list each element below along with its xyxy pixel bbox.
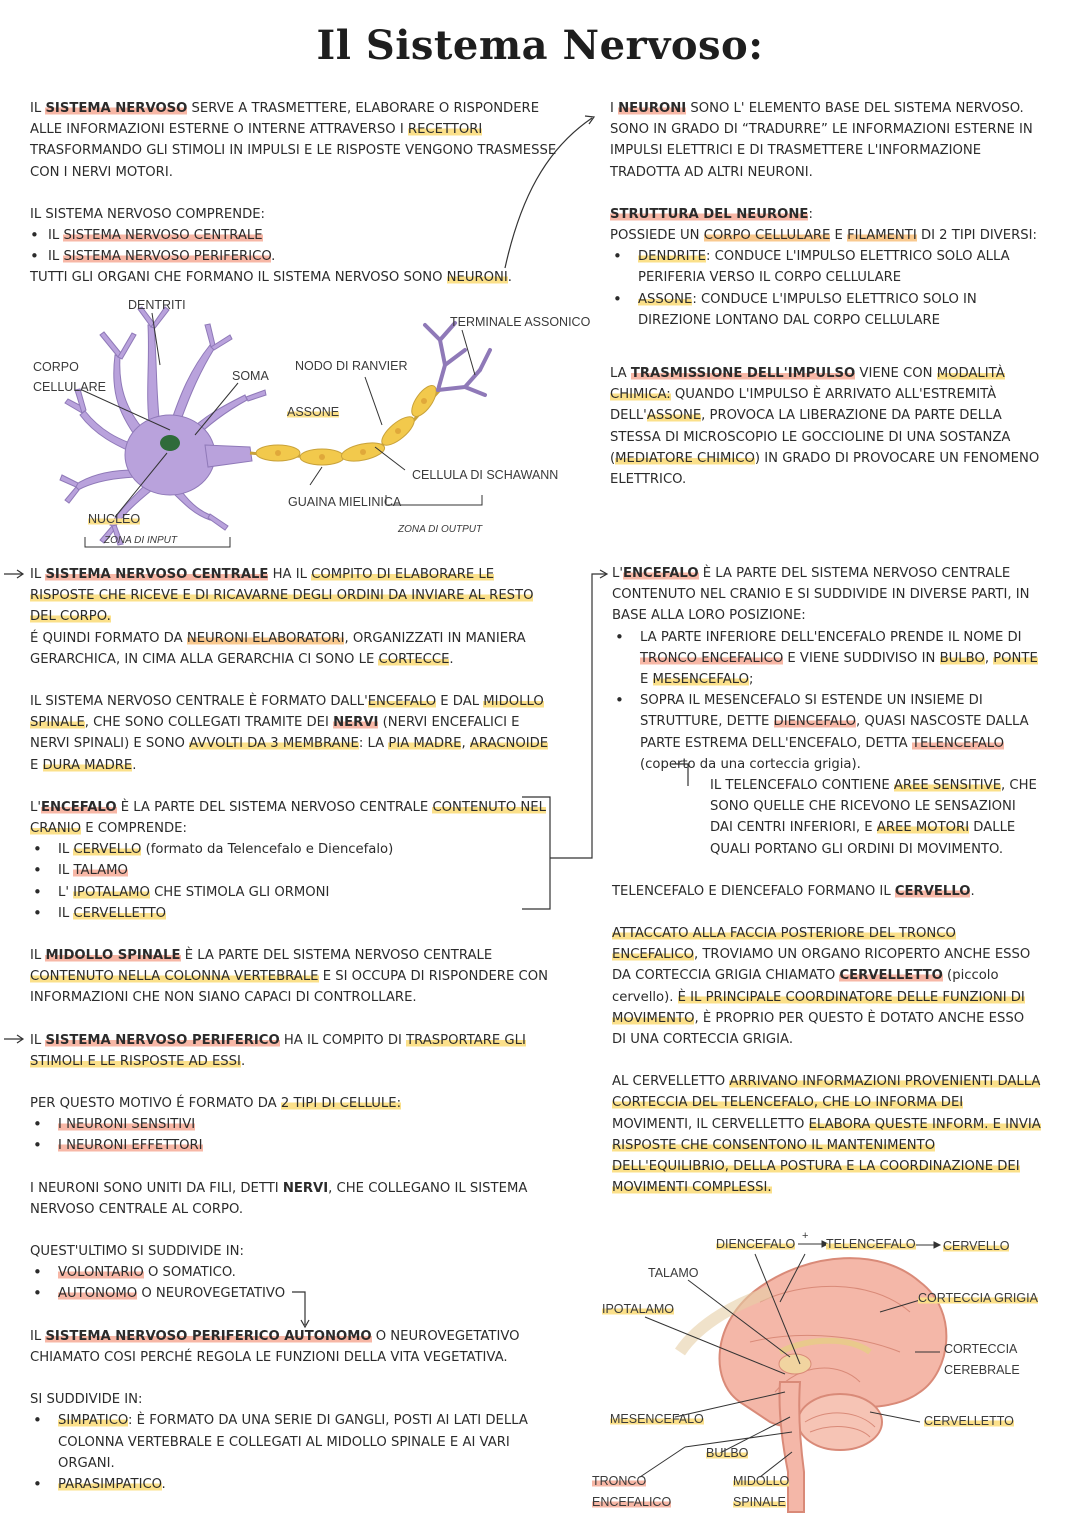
list-item: • IL CERVELLETTO: [30, 903, 560, 924]
telencefalo-paragraph: IL TELENCEFALO CONTIENE AREE SENSITIVE, CHE SONO QUELLE CHE RICEVONO LE SENSAZIONI DAI CENTRI INFERIORI, E AREE MOTORI DALLE QUALI PORTANO GLI ORDINI DI MOVIMENTO.: [710, 778, 1037, 857]
snc-paragraph-2: É QUINDI FORMATO DA NEURONI ELABORATORI, ORGANIZZATI IN MANIERA GERARCHICA, IN CIMA ALLA GERARCHIA CI SONO LE CORTECCE.: [30, 630, 526, 667]
struttura-paragraph: STRUTTURA DEL NEURONE:: [610, 206, 813, 222]
list-item: • DENDRITE: CONDUCE L'IMPULSO ELETTRICO SOLO ALLA PERIFERIA VERSO IL CORPO CELLULARE: [610, 246, 1050, 288]
label-talamo: TALAMO: [648, 1266, 699, 1280]
list-item: • ASSONE: CONDUCE L'IMPULSO ELETTRICO SOLO IN DIREZIONE LONTANO DAL CORPO CELLULARE: [610, 289, 1050, 331]
label-telencefalo: TELENCEFALO: [826, 1237, 916, 1251]
cervelletto-paragraph: ATTACCATO ALLA FACCIA POSTERIORE DEL TRONCO ENCEFALICO, TROVIAMO UN ORGANO RICOPERTO ANCHE ESSO DA CORTECCIA GRIGIA CHIAMATO CERVELLETTO (piccolo cervello). È IL PRINCIPALE COORDINATORE DELLE FUNZIONI DI MOVIMENTO, È PROPRIO PER QUESTO È DOTATO ANCHE ESSO DI UNA CORTECCIA GRIGIA.: [612, 926, 1031, 1048]
arrow-neuroni: [505, 118, 592, 268]
formato-paragraph: IL SISTEMA NERVOSO CENTRALE È FORMATO DALL'ENCEFALO E DAL MIDOLLO SPINALE, CHE SONO COLLEGATI TRAMITE DEI NERVI (NERVI ENCEFALICI E NERVI SPINALI) E SONO AVVOLTI DA 3 MEMBRANE: LA PIA MADRE, ARACNOIDE E DURA MADRE.: [30, 694, 549, 773]
neuroni-sentence: TUTTI GLI ORGANI CHE FORMANO IL SISTEMA NERVOSO SONO NEURONI.: [30, 270, 512, 286]
label-assone: ASSONE: [287, 405, 340, 419]
list-item: • IL SISTEMA NERVOSO PERIFERICO.: [30, 246, 570, 267]
label-plus: +: [802, 1230, 809, 1242]
label-corteccia-grigia: CORTECCIA GRIGIA: [918, 1291, 1038, 1305]
label-encefalico: ENCEFALICO: [592, 1495, 672, 1509]
intro-paragraph: IL SISTEMA NERVOSO SERVE A TRASMETTERE, ELABORARE O RISPONDERE ALLE INFORMAZIONI ESTERNE O INTERNE ATTRAVERSO I RECETTORI TRASFORMANDO GLI STIMOLI IN IMPULSI E LE RISPOSTE VENGONO TRASMESSE CON I NERVI MOTORI.: [30, 101, 557, 180]
label-diencefalo: DIENCEFALO: [716, 1237, 796, 1251]
cervello-paragraph: TELENCEFALO E DIENCEFALO FORMANO IL CERVELLO.: [612, 883, 975, 899]
autonomo-paragraph: IL SISTEMA NERVOSO PERIFERICO AUTONOMO O NEUROVEGETATIVO CHIAMATO COSI PERCHÉ REGOLA LE FUNZIONI DELLA VITA VEGETATIVA.: [30, 1328, 520, 1365]
label-corpo: CORPO: [33, 360, 79, 374]
list-item: • LA PARTE INFERIORE DELL'ENCEFALO PRENDE IL NOME DI TRONCO ENCEFALICO E VIENE SUDDIVISO IN BULBO, PONTE E MESENCEFALO;: [612, 627, 1042, 691]
label-output: ZONA DI OUTPUT: [398, 524, 483, 535]
label-midollo: MIDOLLO: [733, 1474, 790, 1488]
label-dendriti: DENTRITI: [128, 298, 186, 312]
list-item: • I NEURONI EFFETTORI: [30, 1135, 560, 1156]
list-item: • VOLONTARIO O SOMATICO.: [30, 1262, 560, 1283]
label-input: ZONA DI INPUT: [104, 535, 177, 546]
struttura-text: POSSIEDE UN CORPO CELLULARE E FILAMENTI DI 2 TIPI DIVERSI:: [610, 228, 1038, 244]
trasmissione-paragraph: LA TRASMISSIONE DELL'IMPULSO VIENE CON MODALITÀ CHIMICA: QUANDO L'IMPULSO È ARRIVATO ALL'ESTREMITÀ DELL'ASSONE, PROVOCA LA LIBERAZIONE DA PARTE DELLA STESSA DI MICROSCOPIO LE GOCCIOLINE DI UNA SOSTANZA (MEDIATORE CHIMICO) IN GRADO DI PROVOCARE UN FENOMENO ELETTRICO.: [610, 366, 1040, 488]
midollo-paragraph: IL MIDOLLO SPINALE È LA PARTE DEL SISTEMA NERVOSO CENTRALE CONTENUTO NELLA COLONNA VERTEBRALE E SI OCCUPA DI RISPONDERE CON INFORMAZIONI CHE NON SIANO CAPACI DI CONTROLLARE.: [30, 948, 548, 1006]
label-bulbo: BULBO: [706, 1446, 749, 1460]
neuroni-paragraph: I NEURONI SONO L' ELEMENTO BASE DEL SISTEMA NERVOSO. SONO IN GRADO DI “TRADURRE” LE INFORMAZIONI ESTERNE IN IMPULSI ELETTRICI E DI TRASMETTERE L'INFORMAZIONE TRADOTTA AD ALTRI NEURONI.: [610, 101, 1033, 180]
tipi-paragraph: PER QUESTO MOTIVO É FORMATO DA 2 TIPI DI CELLULE:: [30, 1096, 402, 1112]
encefalo2-paragraph: L'ENCEFALO È LA PARTE DEL SISTEMA NERVOSO CENTRALE CONTENUTO NEL CRANIO E SI SUDDIVIDE IN DIVERSE PARTI, IN BASE ALLA LORO POSIZIONE:: [612, 566, 1030, 624]
sisudd-heading: SI SUDDIVIDE IN:: [30, 1392, 143, 1408]
list-item: • I NEURONI SENSITIVI: [30, 1114, 560, 1135]
nervi-paragraph: I NEURONI SONO UNITI DA FILI, DETTI NERVI, CHE COLLEGANO IL SISTEMA NERVOSO CENTRALE AL CORPO.: [30, 1180, 528, 1217]
label-tronco: TRONCO: [592, 1474, 647, 1488]
list-item: • SIMPATICO: È FORMATO DA UNA SERIE DI GANGLI, POSTI AI LATI DELLA COLONNA VERTEBRALE E COLLEGATI AL MIDOLLO SPINALE E AI VARI ORGANI.: [30, 1410, 560, 1474]
snc-paragraph: IL SISTEMA NERVOSO CENTRALE HA IL COMPITO DI ELABORARE LE RISPOSTE CHE RICEVE E DI RICAVARNE DEGLI ORDINI DA INVIARE AL RESTO DEL CORPO.: [30, 567, 534, 625]
list-item: • IL CERVELLO (formato da Telencefalo e Diencefalo): [30, 839, 560, 860]
list-item: • AUTONOMO O NEUROVEGETATIVO: [30, 1283, 560, 1304]
label-mesencefalo: MESENCEFALO: [610, 1412, 704, 1426]
label-terminale: TERMINALE ASSONICO: [450, 315, 591, 329]
list-item: • IL SISTEMA NERVOSO CENTRALE: [30, 225, 570, 246]
list-item: • IL TALAMO: [30, 860, 560, 881]
label-cervelletto: CERVELLETTO: [924, 1414, 1014, 1428]
bracket-telencefalo: [672, 764, 688, 786]
suddivide-heading: QUEST'ULTIMO SI SUDDIVIDE IN:: [30, 1244, 244, 1260]
label-spinale: SPINALE: [733, 1495, 786, 1509]
arrivano-paragraph: AL CERVELLETTO ARRIVANO INFORMAZIONI PROVENIENTI DALLA CORTECCIA DEL TELENCEFALO, CHE LO INFORMA DEI MOVIMENTI, IL CERVELLETTO ELABORA QUESTE INFORM. E INVIA RISPOSTE CHE CONSENTONO IL MANTENIMENTO DELL'EQUILIBRIO, DELLA POSTURA E LA COORDINAZIONE DEI MOVIMENTI COMPLESSI.: [612, 1074, 1041, 1196]
label-schwann: CELLULA DI SCHAWANN: [412, 468, 559, 482]
bracket-encefalo: [522, 797, 550, 909]
label-cellulare: CELLULARE: [33, 380, 106, 394]
label-nucleo: NUCLEO: [88, 512, 141, 526]
label-cervello: CERVELLO: [943, 1239, 1010, 1253]
comprende-heading: IL SISTEMA NERVOSO COMPRENDE:: [30, 206, 265, 222]
label-soma: SOMA: [232, 369, 269, 383]
label-ipotalamo: IPOTALAMO: [602, 1302, 675, 1316]
list-item: • L' IPOTALAMO CHE STIMOLA GLI ORMONI: [30, 882, 560, 903]
list-item: • SOPRA IL MESENCEFALO SI ESTENDE UN INSIEME DI STRUTTURE, DETTE DIENCEFALO, QUASI NASCOSTE DALLA PARTE ESTREMA DELL'ENCEFALO, DETTA TELENCEFALO (coperto da una corteccia grigia).: [612, 690, 1042, 775]
page-title: Il Sistema Nervoso:: [316, 22, 764, 69]
list-item: • PARASIMPATICO.: [30, 1474, 560, 1495]
label-corteccia: CORTECCIA: [944, 1342, 1018, 1356]
snp-paragraph: IL SISTEMA NERVOSO PERIFERICO HA IL COMPITO DI TRASPORTARE GLI STIMOLI E LE RISPOSTE AD ESSI.: [30, 1032, 526, 1069]
label-cerebrale: CEREBRALE: [944, 1363, 1020, 1377]
label-nodo: NODO DI RANVIER: [295, 359, 408, 373]
arrow-autonomo: [292, 1292, 305, 1325]
encefalo-paragraph: L'ENCEFALO È LA PARTE DEL SISTEMA NERVOSO CENTRALE CONTENUTO NEL CRANIO E COMPRENDE:: [30, 799, 546, 837]
label-guaina: GUAINA MIELINICA: [288, 495, 402, 509]
